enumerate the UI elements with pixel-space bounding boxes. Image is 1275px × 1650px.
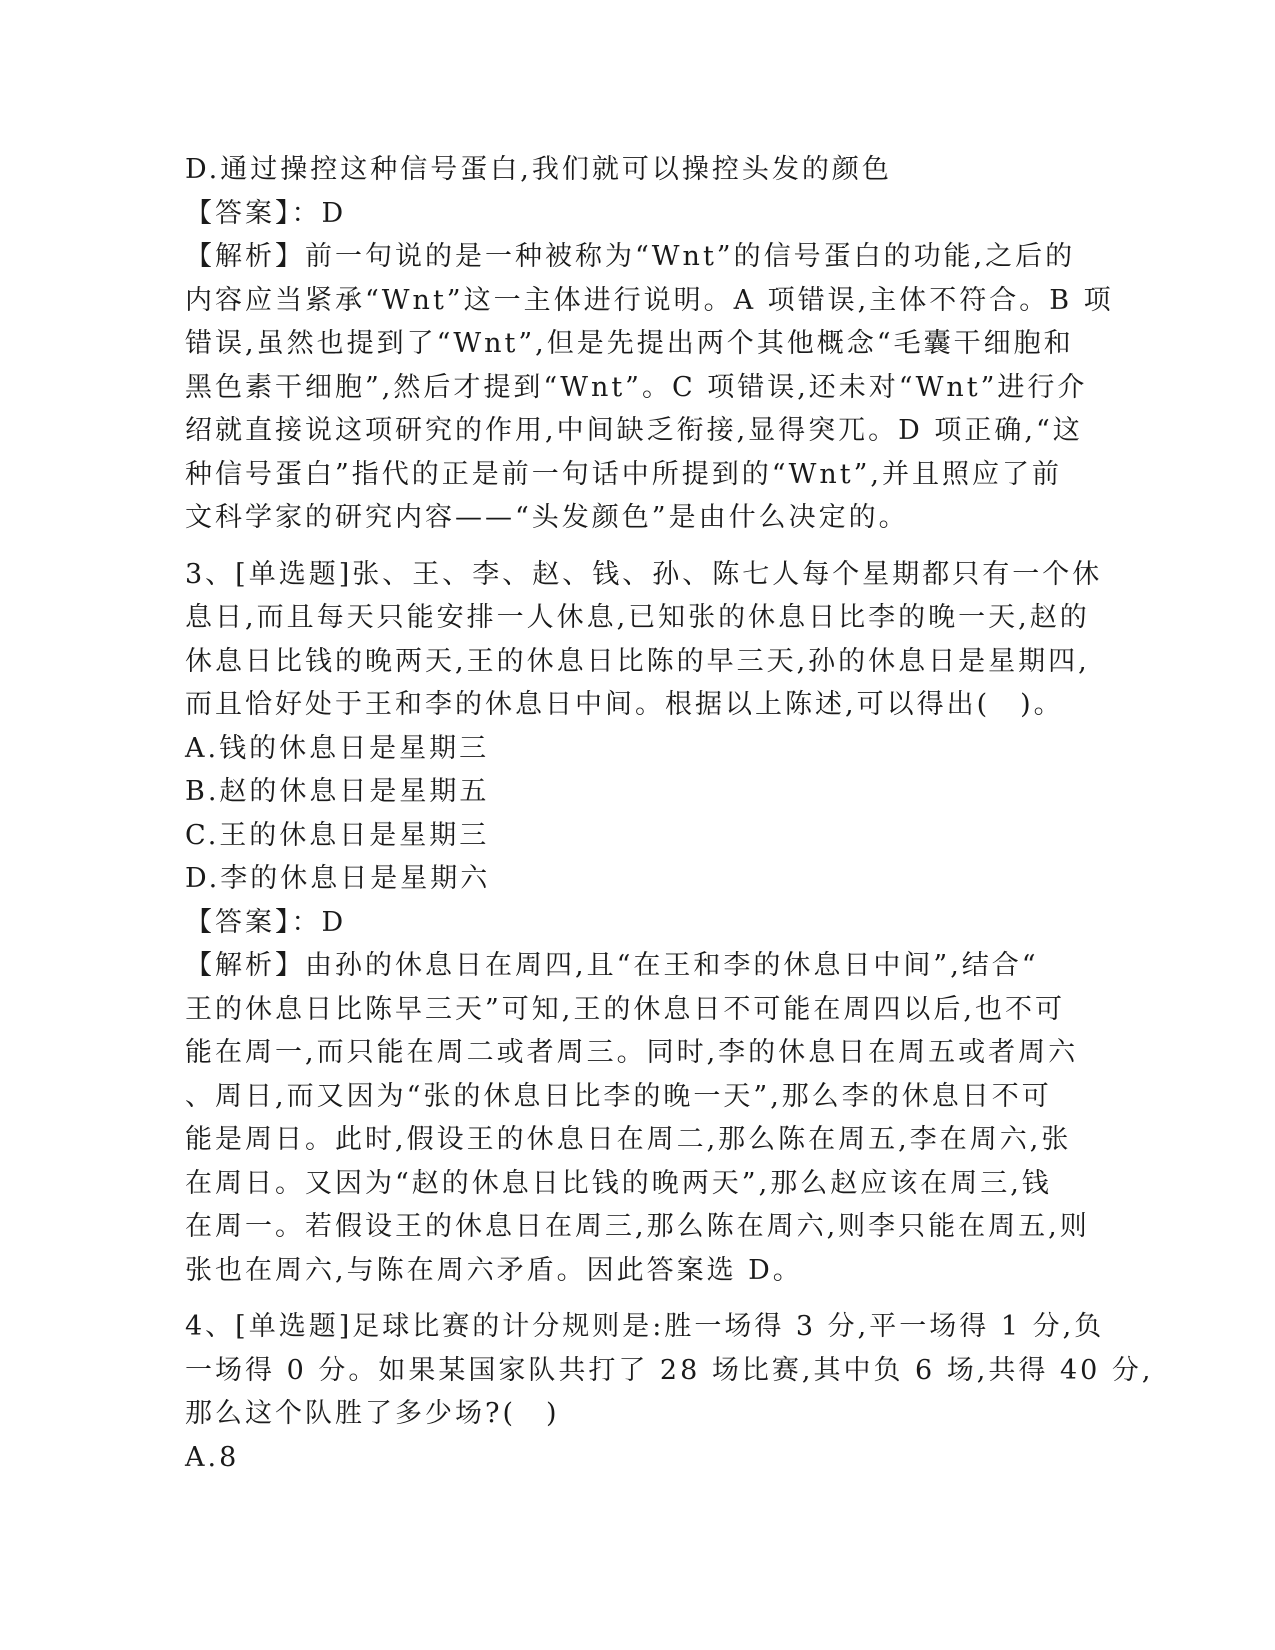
- analysis-line: 内容应当紧承“Wnt”这一主体进行说明。A 项错误,主体不符合。B 项: [185, 284, 1114, 316]
- q3-stem: [185, 553, 1103, 727]
- question-line: 息日,而且每天只能安排一人休息,已知张的休息日比李的晚一天,赵的: [185, 602, 1090, 633]
- q3-option-a: A.钱的休息日是星期三: [185, 732, 490, 764]
- analysis-line: 绍就直接说这项研究的作用,中间缺乏衔接,显得突兀。D 项正确,“这: [185, 415, 1083, 446]
- question-line: 而且恰好处于王和李的休息日中间。根据以上陈述,可以得出( )。: [185, 689, 1064, 720]
- analysis-line: 黑色素干细胞”,然后才提到“Wnt”。C 项错误,还未对“Wnt”进行介: [185, 371, 1088, 403]
- analysis-line: 【解析】由孙的休息日在周四,且“在王和李的休息日中间”,结合“: [185, 950, 1039, 981]
- analysis-line: 在周一。若假设王的休息日在周三,那么陈在周六,则李只能在周五,则: [185, 1211, 1090, 1242]
- q3-analysis: [185, 944, 1090, 1292]
- q3-option-b: B.赵的休息日是星期五: [185, 776, 490, 807]
- analysis-line: 文科学家的研究内容——“头发颜色”是由什么决定的。: [185, 502, 909, 533]
- analysis-line: 张也在周六,与陈在周六矛盾。因此答案选 D。: [185, 1254, 803, 1286]
- analysis-line: 种信号蛋白”指代的正是前一句话中所提到的“Wnt”,并且照应了前: [185, 458, 1062, 490]
- q3-option-c: C.王的休息日是星期三: [185, 819, 490, 851]
- question-line: 3、[单选题]张、王、李、赵、钱、孙、陈七人每个星期都只有一个休: [185, 558, 1103, 590]
- analysis-line: 【解析】前一句说的是一种被称为“Wnt”的信号蛋白的功能,之后的: [185, 241, 1076, 272]
- spacer: [185, 1292, 1085, 1305]
- analysis-line: 能是周日。此时,假设王的休息日在周二,那么陈在周五,李在周六,张: [185, 1124, 1072, 1155]
- question-line: 那么这个队胜了多少场?( ): [185, 1398, 560, 1429]
- question-line: 4、[单选题]足球比赛的计分规则是:胜一场得 3 分,平一场得 1 分,负: [185, 1311, 1105, 1342]
- analysis-line: 、周日,而又因为“张的休息日比李的晚一天”,那么李的休息日不可: [185, 1080, 1052, 1112]
- q4-option-a: A.8: [185, 1441, 240, 1473]
- analysis-line: 能在周一,而只能在周二或者周三。同时,李的休息日在周五或者周六: [185, 1037, 1079, 1068]
- q2-option-d: D.通过操控这种信号蛋白,我们就可以操控头发的颜色: [185, 154, 892, 185]
- q2-analysis: [185, 235, 1114, 540]
- spacer: [185, 540, 1085, 553]
- question-line: 一场得 0 分。如果某国家队共打了 28 场比赛,其中负 6 场,共得 40 分,: [185, 1354, 1154, 1386]
- document-body: [185, 148, 1154, 1479]
- q2-answer: 【答案】：D: [185, 197, 347, 229]
- analysis-line: 王的休息日比陈早三天”可知,王的休息日不可能在周四以后,也不可: [185, 993, 1065, 1025]
- q3-answer: 【答案】：D: [185, 906, 347, 938]
- question-line: 休息日比钱的晚两天,王的休息日比陈的早三天,孙的休息日是星期四,: [185, 645, 1090, 677]
- analysis-line: 错误,虽然也提到了“Wnt”,但是先提出两个其他概念“毛囊干细胞和: [185, 328, 1074, 359]
- analysis-line: 在周日。又因为“赵的休息日比钱的晚两天”,那么赵应该在周三,钱: [185, 1167, 1052, 1199]
- q3-option-d: D.李的休息日是星期六: [185, 863, 491, 894]
- q4-stem: [185, 1305, 1154, 1436]
